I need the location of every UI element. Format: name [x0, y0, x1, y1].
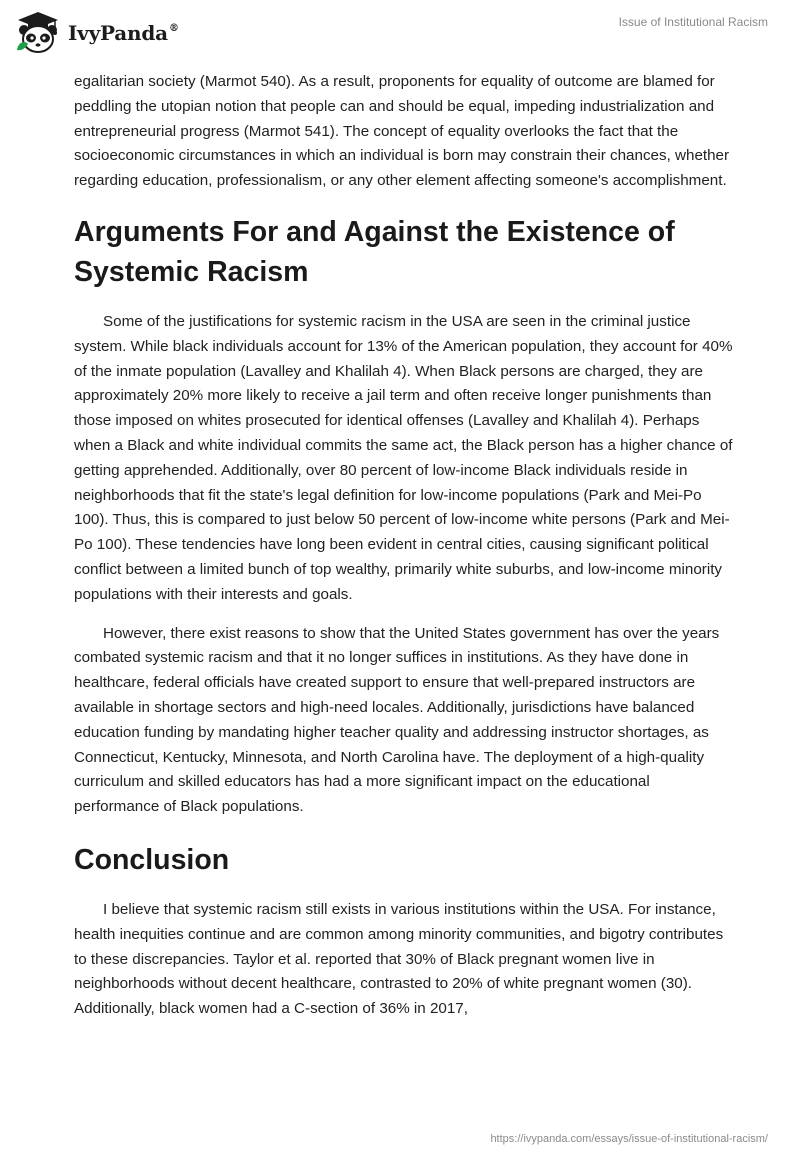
ivypanda-logo[interactable] — [14, 10, 179, 56]
panda-graduate-icon — [14, 10, 62, 56]
paragraph-criminal-justice: Some of the justifications for systemic racism in the USA are seen in the criminal justice system. While black individuals account for 13% of the American population, they account for 40% of the inmate population (Lavalley and Khalilah 4). When Black persons are charged, they are approximately 20% more likely to receive a jail term and often receive longer punishments than those imposed on whites prosecuted for identical offenses (Lavalley and Khalilah 4). Perhaps when a Black and white individual commits the same act, the Black person has a higher chance of getting apprehended. Additionally, over 80 percent of low-income Black individuals reside in neighborhoods that fit the state's legal definition for low-income populations (Park and Mei-Po 100). Thus, this is compared to just below 50 percent of low-income white persons (Park and Mei-Po 100). These tendencies have long been evident in central cities, causing significant political conflict between a limited bunch of top wealthy, primarily white suburbs, and low-income minority populations with their interests and goals. — [74, 312, 733, 603]
paragraph-counterargument: However, there exist reasons to show that the United States government has over the years combated systemic racism and that it no longer suffices in institutions. As they have done in healthcare, federal officials have created support to ensure that well-prepared instructors are available in shortage sectors and high-need locales. Additionally, jurisdictions have balanced education funding by mandating higher teacher quality and addressing instructor shortages, as Connecticut, Kentucky, Minnesota, and North Carolina have. The deployment of a high-quality curriculum and skilled educators has had a more significant impact on the educational performance of Black populations. — [74, 624, 720, 816]
heading-conclusion: Conclusion — [74, 843, 230, 876]
source-url-link[interactable]: https://ivypanda.com/essays/issue-of-institutional-racism/ — [490, 1133, 768, 1145]
paragraph-equality: egalitarian society (Marmot 540). As a result, proponents for equality of outcome are blamed for peddling the utopian notion that people can and should be equal, impeding industrialization and entrepreneurial progress (Marmot 541). The concept of equality overlooks the fact that the socioeconomic circumstances in which an individual is born may constrain their chances, whether regarding education, professionalism, or any other element affecting someone's accomplishment. — [74, 73, 730, 190]
essay-content — [74, 70, 734, 1036]
page-header — [0, 0, 800, 70]
paragraph-conclusion: I believe that systemic racism still exists in various institutions within the USA. For instance, health inequities continue and are common among minority communities, and bigotry contributes to these discrepancies. Taylor et al. reported that 30% of Black pregnant women live in neighborhoods without decent healthcare, contrasted to 20% of white pregnant women (30). Additionally, black women had a C-section of 36% in 2017, — [74, 900, 724, 1018]
brand-name: IvyPanda® — [68, 21, 179, 45]
heading-arguments: Arguments For and Against the Existence of Systemic Racism — [74, 215, 675, 288]
document-title: Issue of Institutional Racism — [618, 15, 768, 29]
